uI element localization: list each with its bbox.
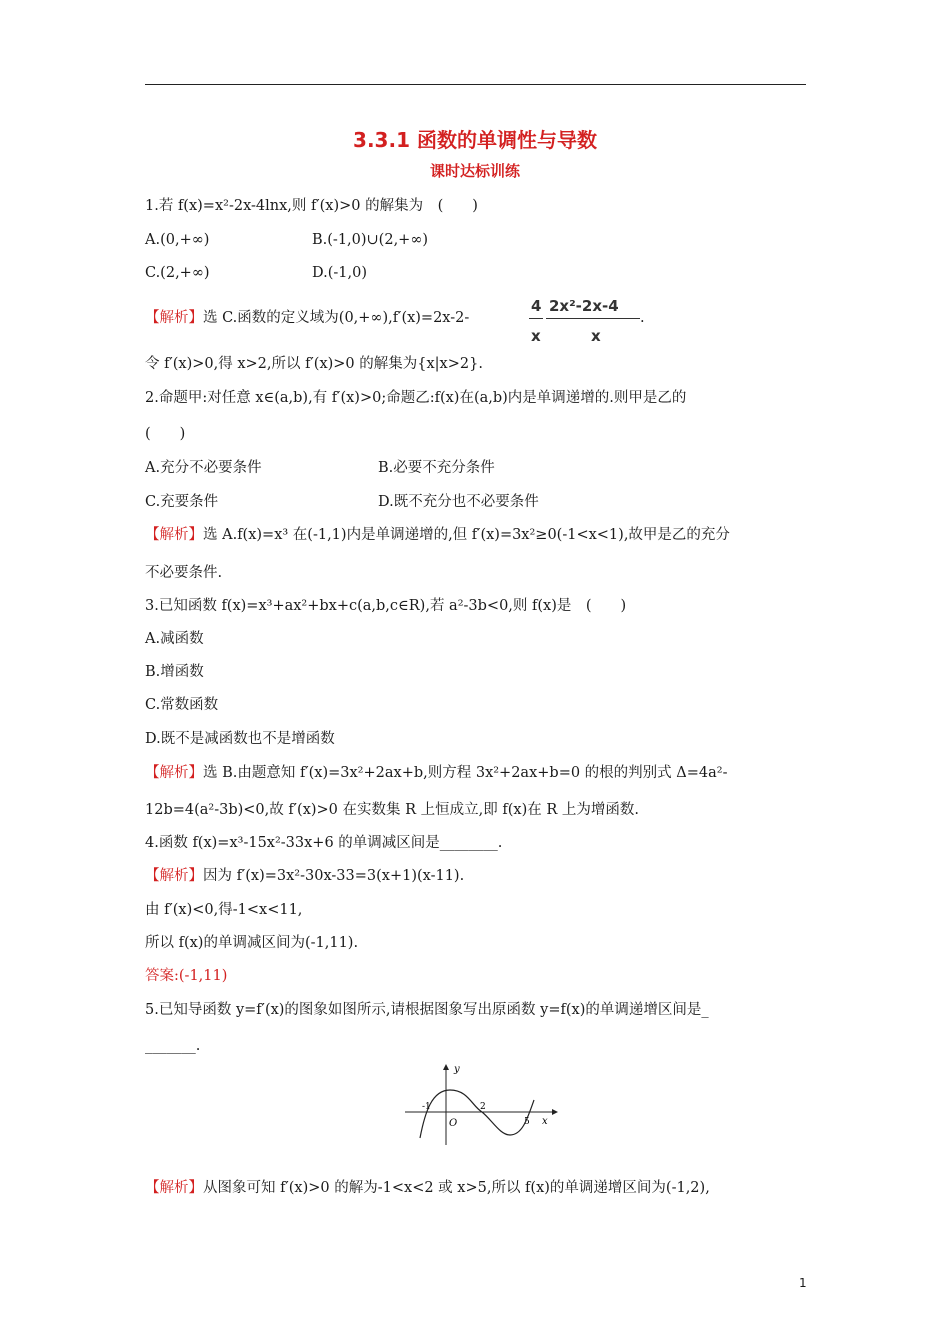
q1-solution-line2: 令 f′(x)>0,得 x>2,所以 f′(x)>0 的解集为{x|x>2}. bbox=[145, 356, 483, 372]
q2-solution-line2: 不必要条件. bbox=[145, 565, 223, 581]
q4-solution-line1: 【解析】因为 f′(x)=3x²-30x-33=3(x+1)(x-11). bbox=[145, 868, 465, 884]
q2-solution-line1: 【解析】选 A.f(x)=x³ 在(-1,1)内是单调递增的,但 f′(x)=3x²≥0(-1<x<1),故甲是乙的充分 bbox=[145, 527, 730, 543]
fraction-4-over-x-numerator: 4 bbox=[531, 297, 542, 315]
period: . bbox=[640, 310, 645, 326]
q3-option-b: B.增函数 bbox=[145, 664, 204, 680]
page-number: 1 bbox=[799, 1276, 807, 1290]
solution-tag: 【解析】 bbox=[145, 1180, 203, 1196]
solution-tag: 【解析】 bbox=[145, 310, 203, 326]
q5-solution-line1: 【解析】从图象可知 f′(x)>0 的解为-1<x<2 或 x>5,所以 f(x)的单调递增区间为(-1,2), bbox=[145, 1180, 710, 1196]
q3-solution-line1: 【解析】选 B.由题意知 f′(x)=3x²+2ax+b,则方程 3x²+2ax+b=0 的根的判别式 Δ=4a²- bbox=[145, 765, 728, 781]
q1-option-c: C.(2,+∞) bbox=[145, 265, 210, 281]
solution-tag: 【解析】 bbox=[145, 527, 203, 543]
x-axis-label: x bbox=[542, 1116, 548, 1127]
tick-label-5: 5 bbox=[524, 1117, 530, 1127]
tick-label-2: 2 bbox=[480, 1102, 486, 1112]
q3-stem: 3.已知函数 f(x)=x³+ax²+bx+c(a,b,c∈R),若 a²-3b<0,则 f(x)是 ( ) bbox=[145, 598, 627, 614]
fraction-4-over-x-denominator: x bbox=[531, 327, 541, 345]
q2-option-d: D.既不充分也不必要条件 bbox=[378, 494, 539, 510]
fraction-denominator: x bbox=[591, 327, 601, 345]
solution-tag: 【解析】 bbox=[145, 868, 203, 884]
q4-solution-line3: 所以 f(x)的单调减区间为(-1,11). bbox=[145, 935, 359, 951]
q2-paren: ( ) bbox=[145, 426, 186, 442]
q4-solution-line2: 由 f′(x)<0,得-1<x<11, bbox=[145, 902, 303, 918]
fraction-bar bbox=[546, 318, 640, 319]
page-subtitle: 课时达标训练 bbox=[429, 162, 520, 180]
q1-option-d: D.(-1,0) bbox=[312, 265, 367, 281]
x-axis-arrow bbox=[552, 1109, 558, 1115]
q4-stem: 4.函数 f(x)=x³-15x²-33x+6 的单调减区间是________. bbox=[145, 835, 503, 851]
q1-option-b: B.(-1,0)∪(2,+∞) bbox=[312, 232, 429, 248]
q1-option-a: A.(0,+∞) bbox=[145, 232, 210, 248]
q4-answer: 答案:(-1,11) bbox=[145, 968, 228, 984]
y-axis-arrow bbox=[443, 1064, 449, 1070]
q2-option-a: A.充分不必要条件 bbox=[145, 460, 262, 476]
y-axis-label: y bbox=[454, 1064, 460, 1075]
q3-option-d: D.既不是减函数也不是增函数 bbox=[145, 731, 335, 747]
q1-stem: 1.若 f(x)=x²-2x-4lnx,则 f′(x)>0 的解集为 ( ) bbox=[145, 198, 478, 214]
tick-label-neg1: -1 bbox=[422, 1102, 431, 1112]
q3-option-a: A.减函数 bbox=[145, 631, 204, 647]
q3-solution-line2: 12b=4(a²-3b)<0,故 f′(x)>0 在实数集 R 上恒成立,即 f(x)在 R 上为增函数. bbox=[145, 802, 639, 818]
q5-stem-line1: 5.已知导函数 y=f′(x)的图象如图所示,请根据图象写出原函数 y=f(x)的单调递增区间是_ bbox=[145, 1002, 709, 1018]
page-title: 3.3.1 函数的单调性与导数 bbox=[353, 128, 597, 152]
q2-stem: 2.命题甲:对任意 x∈(a,b),有 f′(x)>0;命题乙:f(x)在(a,b)内是单调递增的.则甲是乙的 bbox=[145, 390, 687, 406]
derivative-curve bbox=[420, 1090, 534, 1138]
q5-stem-line2: _______. bbox=[145, 1038, 201, 1054]
q2-option-b: B.必要不充分条件 bbox=[378, 460, 495, 476]
q3-option-c: C.常数函数 bbox=[145, 697, 219, 713]
origin-label: O bbox=[449, 1118, 458, 1129]
solution-tag: 【解析】 bbox=[145, 765, 203, 781]
derivative-graph bbox=[400, 1060, 560, 1150]
q2-option-c: C.充要条件 bbox=[145, 494, 219, 510]
fraction-numerator: 2x²-2x-4 bbox=[549, 297, 619, 315]
fraction-bar bbox=[529, 318, 543, 319]
header-rule bbox=[145, 84, 806, 85]
q1-solution-line1: 【解析】选 C.函数的定义域为(0,+∞),f′(x)=2x-2- bbox=[145, 310, 470, 326]
